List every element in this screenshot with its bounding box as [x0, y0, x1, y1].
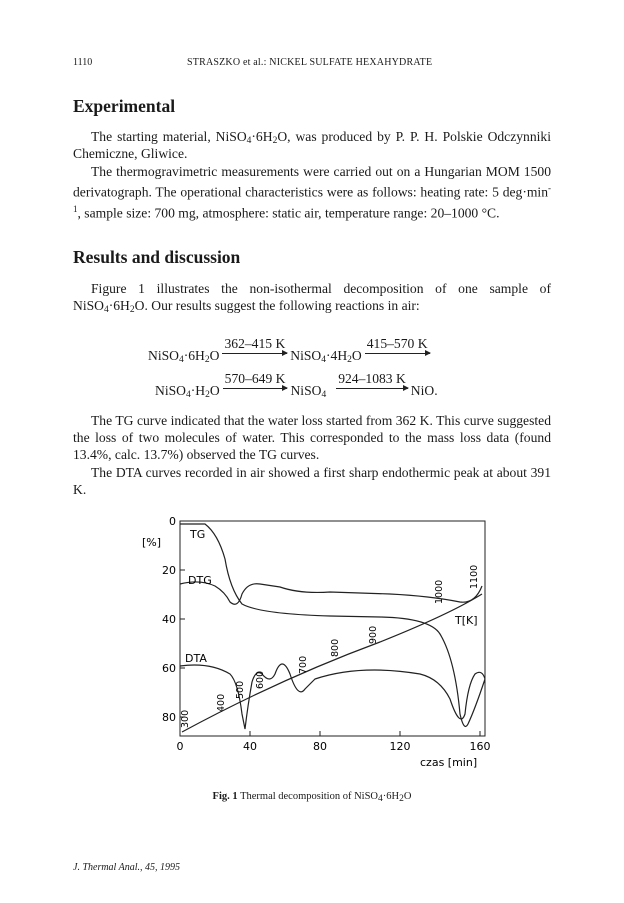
reaction-arrow [222, 337, 287, 354]
species: $NiSO_4\cdot 6H_2O$ [148, 348, 220, 365]
temperature-line [182, 594, 482, 732]
running-title: STRASZKO et al.: NICKEL SULFATE HEXAHYDRATE [187, 57, 433, 68]
reaction-line-1 [148, 336, 433, 365]
species: $NiSO_4\cdot 4H_2O$ [290, 348, 362, 365]
temperature-mark: 500 [235, 680, 246, 699]
x-tick-label: 160 [469, 740, 491, 753]
y-tick-label: 20 [162, 564, 176, 577]
x-tick-label: 120 [389, 740, 411, 753]
reaction-line-2 [155, 371, 438, 400]
reaction-condition: 570–649 K [224, 371, 286, 386]
reaction-condition: 362–415 K [224, 336, 286, 351]
y-tick-label: 80 [162, 711, 176, 724]
dtg-label: DTG [188, 574, 212, 587]
temperature-label: T[K] [455, 614, 478, 627]
figure-caption: Fig. 1 Thermal decomposition of $NiSO_4\cdot 6H_2O$ [212, 791, 412, 804]
thermal-decomposition-figure [130, 514, 500, 784]
section-heading-experimental: Experimental [73, 96, 176, 116]
tg-label: TG [190, 528, 206, 541]
temperature-mark: 900 [368, 625, 379, 644]
reaction-arrow [336, 372, 408, 389]
temperature-mark: 700 [298, 655, 309, 674]
temperature-mark: 600 [255, 670, 266, 689]
journal-footer: J. Thermal Anal., 45, 1995 [73, 862, 181, 873]
temperature-mark: 300 [180, 709, 191, 728]
reaction-arrow [223, 372, 288, 389]
x-tick-label: 80 [313, 740, 327, 753]
dta-label: DTA [185, 652, 207, 665]
y-tick-label: 40 [162, 613, 176, 626]
reaction-condition: 415–570 K [366, 336, 428, 351]
species: NiSO$_4$ [290, 383, 327, 400]
y-tick-label: 60 [162, 662, 176, 675]
reaction-condition: 924–1083 K [338, 371, 406, 386]
paragraph-measurements: The thermogravimetric measurements were carried out on a Hungarian MOM 1500 derivatograph. The operational characteristics were as follows: heating rate: 5 $deg\cdot\min^{-1}$, sample size: 700 mg, atmosphere: static air, temperature range: 20–1000 °C. [73, 164, 551, 221]
paragraph-figure-intro: Figure 1 illustrates the non-isothermal decomposition of one sample of $NiSO_4\cdot 6H_2O$. Our results suggest the following reactions in air: [73, 281, 551, 315]
y-tick-label: 0 [169, 515, 176, 528]
x-tick-label: 0 [176, 740, 184, 753]
paragraph-starting-material: The starting material, $NiSO_4\cdot 6H_2O$, was produced by P. P. H. Polskie Odczynniki Chemiczne, Gliwice. [73, 129, 551, 161]
species: NiO. [410, 383, 438, 398]
x-tick-label: 40 [243, 740, 257, 753]
page-number: 1110 [73, 57, 93, 68]
paragraph-tg-curve: The TG curve indicated that the water loss started from 362 K. This curve suggested the loss of two molecules of water. This corresponded to the mass loss data (found 13.4%, calc. 13.7%) observed the TG curves. [73, 413, 551, 462]
temperature-mark: 800 [330, 638, 341, 657]
section-heading-results: Results and discussion [73, 247, 241, 267]
temperature-mark: 1000 [434, 579, 445, 604]
species: $NiSO_4\cdot H_2O$ [155, 383, 220, 400]
paragraph-dta-curve: The DTA curves recorded in air showed a first sharp endothermic peak at about 391 K. [73, 465, 551, 497]
temperature-mark: 1100 [469, 564, 480, 589]
temperature-mark: 400 [216, 693, 227, 712]
reaction-arrow [365, 337, 430, 354]
x-axis-label: czas [min] [420, 756, 478, 769]
y-axis-unit: [%] [142, 536, 162, 549]
